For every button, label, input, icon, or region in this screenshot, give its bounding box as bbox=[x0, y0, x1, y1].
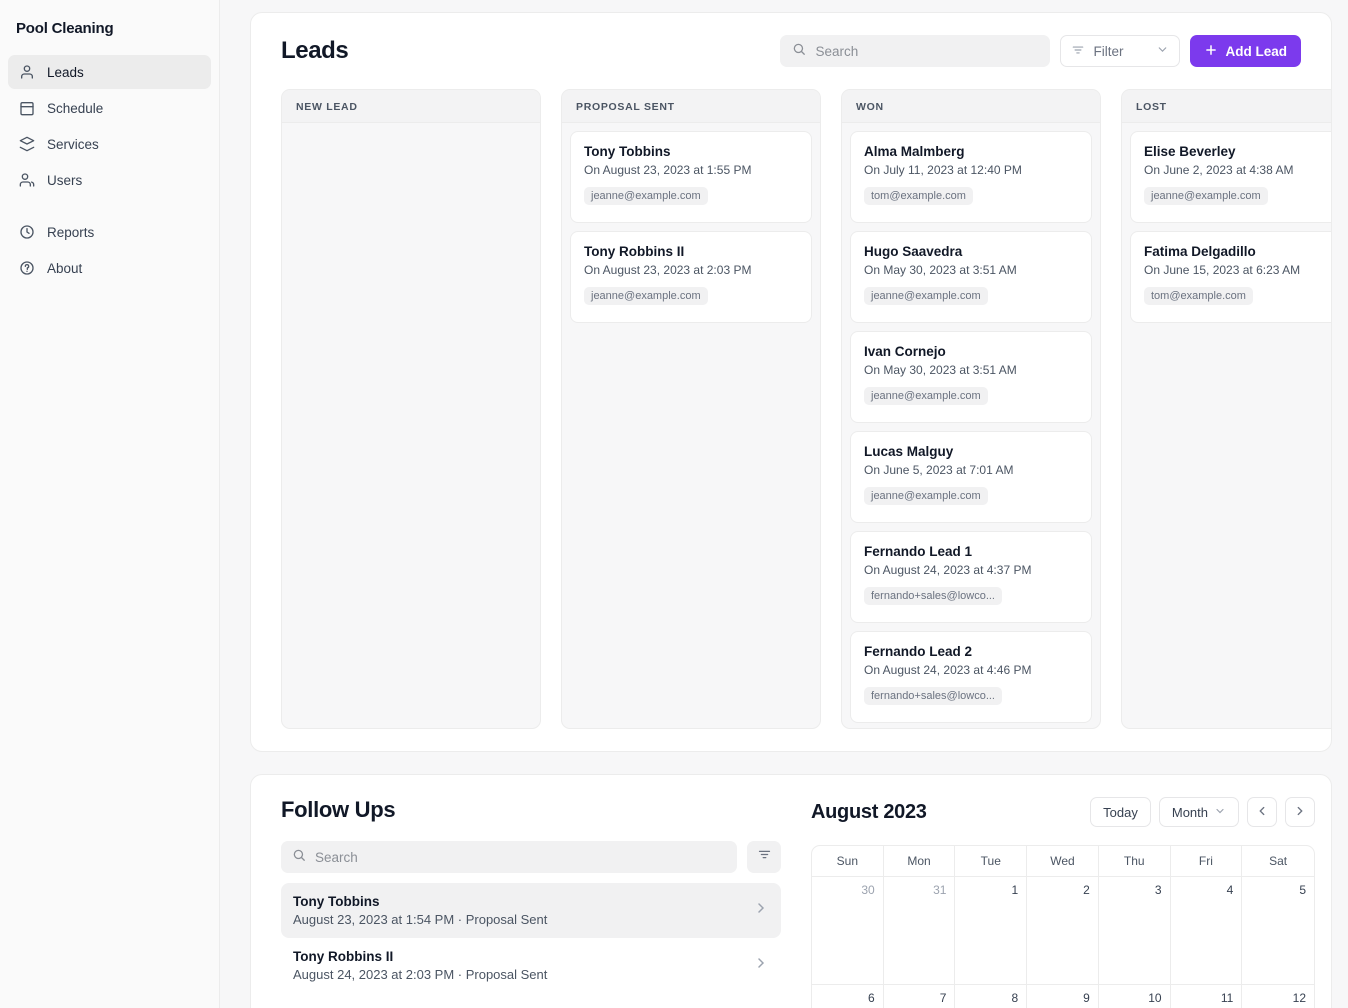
lead-date: On August 24, 2023 at 4:37 PM bbox=[864, 563, 1032, 577]
column-body bbox=[282, 123, 540, 139]
sidebar-item-label: Users bbox=[47, 172, 83, 188]
followups-search[interactable] bbox=[281, 841, 737, 873]
leads-search[interactable] bbox=[780, 35, 1050, 67]
followups-search-input[interactable] bbox=[315, 850, 726, 865]
lead-date: On August 23, 2023 at 1:55 PM bbox=[584, 163, 752, 177]
lead-name: Fernando Lead 1 bbox=[864, 544, 973, 559]
layers-icon bbox=[18, 136, 35, 153]
lead-date: On June 5, 2023 at 7:01 AM bbox=[864, 463, 1014, 477]
search-icon bbox=[292, 848, 306, 867]
lead-card[interactable] bbox=[850, 331, 1092, 423]
calendar-day-cell[interactable]: 31 bbox=[884, 877, 956, 985]
lead-date: On May 30, 2023 at 3:51 AM bbox=[864, 363, 1017, 377]
lead-email-badge: fernando+sales@lowco... bbox=[864, 687, 1002, 705]
sidebar-item-label: Schedule bbox=[47, 100, 104, 116]
calendar-day-cell[interactable]: 5 bbox=[1242, 877, 1314, 985]
followup-item-name: Tony Tobbins bbox=[293, 894, 380, 909]
calendar-toolbar bbox=[1090, 797, 1315, 827]
search-icon bbox=[792, 42, 806, 61]
sidebar-item-services[interactable] bbox=[8, 127, 211, 161]
column-title: LOST bbox=[1122, 90, 1332, 123]
calendar-dow: Sun bbox=[812, 846, 884, 877]
today-button[interactable] bbox=[1090, 797, 1151, 827]
lead-card[interactable] bbox=[850, 131, 1092, 223]
lead-name: Hugo Saavedra bbox=[864, 244, 963, 259]
column-title: NEW LEAD bbox=[282, 90, 540, 123]
lead-card[interactable] bbox=[570, 231, 812, 323]
chevron-down-icon bbox=[1214, 805, 1226, 820]
calendar-dow: Wed bbox=[1027, 846, 1099, 877]
calendar-day-cell[interactable]: 11 bbox=[1171, 985, 1243, 1008]
calendar-pane bbox=[811, 797, 1331, 1008]
calendar-week-row bbox=[812, 985, 1314, 1008]
kanban-column-new-lead[interactable] bbox=[281, 89, 541, 729]
lead-card[interactable] bbox=[850, 431, 1092, 523]
clock-icon bbox=[18, 224, 35, 241]
sidebar bbox=[0, 0, 220, 1008]
sidebar-divider-space bbox=[8, 199, 211, 215]
kanban-column-won[interactable] bbox=[841, 89, 1101, 729]
column-body bbox=[842, 123, 1100, 729]
calendar-day-cell[interactable]: 2 bbox=[1027, 877, 1099, 985]
calendar-dow: Thu bbox=[1099, 846, 1171, 877]
kanban-column-proposal-sent[interactable] bbox=[561, 89, 821, 729]
calendar-day-cell[interactable]: 12 bbox=[1242, 985, 1314, 1008]
lead-date: On August 23, 2023 at 2:03 PM bbox=[584, 263, 752, 277]
page-title: Leads bbox=[281, 37, 349, 64]
calendar-month-label: August 2023 bbox=[811, 800, 927, 823]
calendar-icon bbox=[18, 100, 35, 117]
next-month-button[interactable] bbox=[1285, 797, 1315, 827]
prev-month-button[interactable] bbox=[1247, 797, 1277, 827]
calendar-day-cell[interactable]: 4 bbox=[1171, 877, 1243, 985]
filter-label: Filter bbox=[1093, 43, 1124, 59]
view-label: Month bbox=[1171, 804, 1208, 820]
today-label: Today bbox=[1103, 804, 1138, 820]
user-icon bbox=[18, 64, 35, 81]
sidebar-item-label: Reports bbox=[47, 224, 95, 240]
question-circle-icon bbox=[18, 260, 35, 277]
users-icon bbox=[18, 172, 35, 189]
calendar-dow: Tue bbox=[955, 846, 1027, 877]
sidebar-item-reports[interactable] bbox=[8, 215, 211, 249]
column-body bbox=[1122, 123, 1332, 331]
column-title: PROPOSAL SENT bbox=[562, 90, 820, 123]
lead-card[interactable] bbox=[850, 231, 1092, 323]
chevron-right-icon bbox=[1293, 804, 1307, 821]
lead-name: Fatima Delgadillo bbox=[1144, 244, 1256, 259]
followup-list-item[interactable] bbox=[281, 938, 781, 993]
lead-email-badge: jeanne@example.com bbox=[1144, 187, 1268, 205]
lead-email-badge: jeanne@example.com bbox=[864, 287, 988, 305]
calendar-dow: Mon bbox=[884, 846, 956, 877]
lead-email-badge: jeanne@example.com bbox=[864, 387, 988, 405]
column-title: WON bbox=[842, 90, 1100, 123]
lead-email-badge: fernando+sales@lowco... bbox=[864, 587, 1002, 605]
lead-date: On June 15, 2023 at 6:23 AM bbox=[1144, 263, 1301, 277]
calendar-dow: Fri bbox=[1171, 846, 1243, 877]
calendar-dow: Sat bbox=[1242, 846, 1314, 877]
chevron-left-icon bbox=[1255, 804, 1269, 821]
followups-filter-button[interactable] bbox=[747, 841, 781, 873]
calendar-day-cell[interactable]: 1 bbox=[955, 877, 1027, 985]
leads-panel bbox=[250, 12, 1332, 752]
lead-email-badge: jeanne@example.com bbox=[584, 187, 708, 205]
lead-name: Ivan Cornejo bbox=[864, 344, 946, 359]
sidebar-item-users[interactable] bbox=[8, 163, 211, 197]
plus-icon bbox=[1204, 43, 1218, 60]
followup-item-sub: August 23, 2023 at 1:54 PM · Proposal Sent bbox=[293, 912, 548, 927]
search-input[interactable] bbox=[815, 44, 1038, 59]
sidebar-item-schedule[interactable] bbox=[8, 91, 211, 125]
brand-title: Pool Cleaning bbox=[16, 20, 114, 37]
filter-button[interactable] bbox=[1060, 35, 1180, 67]
view-select[interactable] bbox=[1159, 797, 1239, 827]
followups-search-row bbox=[281, 841, 781, 873]
lead-card[interactable] bbox=[850, 531, 1092, 623]
filter-icon bbox=[757, 847, 772, 867]
sidebar-item-label: Leads bbox=[47, 64, 84, 80]
calendar-header bbox=[811, 797, 1315, 827]
chevron-right-icon bbox=[753, 955, 769, 976]
lead-name: Lucas Malguy bbox=[864, 444, 954, 459]
sidebar-nav bbox=[0, 55, 219, 285]
add-lead-label: Add Lead bbox=[1225, 43, 1287, 59]
main-content bbox=[220, 0, 1348, 1008]
followup-item-text bbox=[293, 894, 547, 927]
lead-email-badge: tom@example.com bbox=[864, 187, 973, 205]
lead-email-badge: tom@example.com bbox=[1144, 287, 1253, 305]
lead-date: On June 2, 2023 at 4:38 AM bbox=[1144, 163, 1294, 177]
followup-item-text bbox=[293, 949, 547, 982]
followup-list-item[interactable] bbox=[281, 883, 781, 938]
calendar-day-cell[interactable]: 7 bbox=[884, 985, 956, 1008]
chevron-down-icon bbox=[1156, 43, 1169, 59]
kanban-board bbox=[281, 89, 1331, 729]
sidebar-item-label: About bbox=[47, 260, 83, 276]
lead-card[interactable] bbox=[570, 131, 812, 223]
followup-item-name: Tony Robbins II bbox=[293, 949, 394, 964]
calendar-grid bbox=[811, 845, 1315, 1008]
sidebar-item-leads[interactable] bbox=[8, 55, 211, 89]
leads-header bbox=[281, 35, 1331, 67]
column-body bbox=[562, 123, 820, 331]
calendar-day-cell[interactable]: 8 bbox=[955, 985, 1027, 1008]
lead-name: Elise Beverley bbox=[1144, 144, 1236, 159]
followups-title: Follow Ups bbox=[281, 797, 396, 822]
lead-card[interactable] bbox=[850, 631, 1092, 723]
kanban-column-lost[interactable] bbox=[1121, 89, 1332, 729]
calendar-week-row bbox=[812, 877, 1314, 985]
followups-list-pane bbox=[281, 797, 781, 1008]
lead-name: Fernando Lead 2 bbox=[864, 644, 973, 659]
lead-date: On August 24, 2023 at 4:46 PM bbox=[864, 663, 1032, 677]
calendar-day-cell[interactable]: 10 bbox=[1099, 985, 1171, 1008]
followups-layout bbox=[281, 797, 1331, 1008]
lead-date: On July 11, 2023 at 12:40 PM bbox=[864, 163, 1022, 177]
calendar-dow-row bbox=[812, 846, 1314, 877]
lead-email-badge: jeanne@example.com bbox=[864, 487, 988, 505]
lead-card[interactable] bbox=[1130, 231, 1332, 323]
lead-email-badge: jeanne@example.com bbox=[584, 287, 708, 305]
calendar-day-cell[interactable]: 30 bbox=[812, 877, 884, 985]
calendar-day-cell[interactable]: 6 bbox=[812, 985, 884, 1008]
sidebar-item-label: Services bbox=[47, 136, 99, 152]
lead-name: Alma Malmberg bbox=[864, 144, 965, 159]
chevron-right-icon bbox=[753, 900, 769, 921]
lead-name: Tony Tobbins bbox=[584, 144, 671, 159]
lead-name: Tony Robbins II bbox=[584, 244, 685, 259]
calendar-day-cell[interactable]: 3 bbox=[1099, 877, 1171, 985]
add-lead-button[interactable] bbox=[1190, 35, 1301, 67]
followups-panel bbox=[250, 774, 1332, 1008]
filter-icon bbox=[1071, 43, 1085, 60]
leads-toolbar bbox=[780, 35, 1301, 67]
sidebar-item-about[interactable] bbox=[8, 251, 211, 285]
calendar-day-cell[interactable]: 9 bbox=[1027, 985, 1099, 1008]
followup-item-sub: August 24, 2023 at 2:03 PM · Proposal Sent bbox=[293, 967, 548, 982]
lead-card[interactable] bbox=[1130, 131, 1332, 223]
lead-date: On May 30, 2023 at 3:51 AM bbox=[864, 263, 1017, 277]
